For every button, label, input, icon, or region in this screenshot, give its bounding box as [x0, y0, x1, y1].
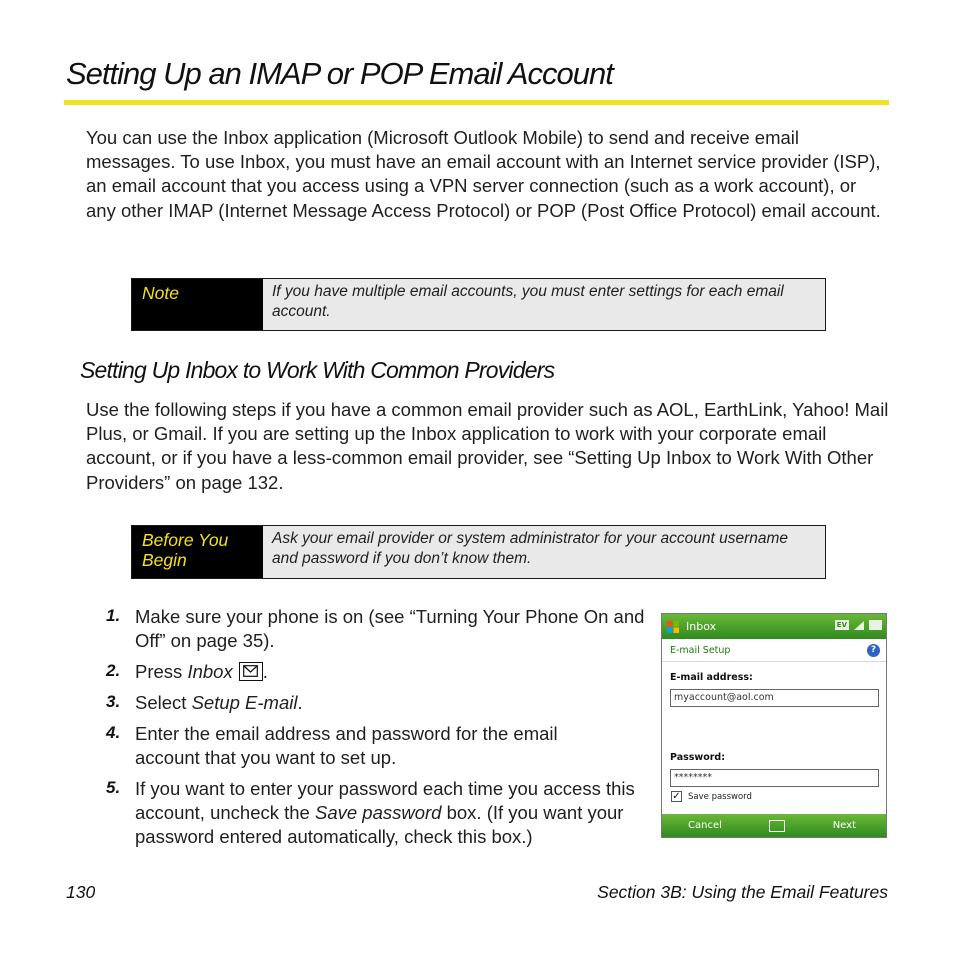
email-address-label: E-mail address:: [670, 672, 753, 683]
step-text-post: .: [297, 692, 303, 713]
section-footer: Section 3B: Using the Email Features: [597, 882, 888, 902]
step-text: [135, 691, 303, 715]
cancel-softkey[interactable]: Cancel: [688, 820, 722, 831]
step-text-post: box. (If you want your password entered automatically, check this box.): [135, 802, 624, 848]
step-text-post: .: [262, 661, 268, 682]
step-emphasis: Save password: [314, 802, 442, 824]
email-address-field[interactable]: myaccount@aol.com: [670, 689, 879, 707]
note-text: If you have multiple email accounts, you must enter settings for each email account.: [272, 283, 784, 320]
step-number: 3.: [106, 692, 121, 711]
keyboard-icon[interactable]: [769, 820, 785, 832]
step-text: [135, 660, 268, 684]
note-callout: [131, 278, 826, 331]
windows-start-icon[interactable]: [666, 620, 680, 634]
page-title: Setting Up an IMAP or POP Email Account: [66, 56, 613, 91]
title-rule: [64, 100, 889, 105]
password-label: Password:: [670, 752, 726, 763]
phone-title-bar: [662, 614, 886, 639]
ev-indicator-icon: EV: [836, 621, 847, 629]
step-emphasis: Setup E-mail: [191, 692, 298, 713]
section-subheading: Setting Up Inbox to Work With Common Providers: [80, 357, 555, 383]
phone-screen-title: E-mail Setup: [670, 644, 731, 656]
help-icon[interactable]: ?: [867, 644, 880, 657]
step-emphasis: Inbox: [187, 661, 233, 682]
phone-screenshot: [661, 613, 887, 838]
step-number: 1.: [106, 606, 121, 625]
step-text: Enter the email address and password for the email account that you want to set up.: [135, 723, 558, 769]
phone-screen-header: [662, 639, 886, 662]
save-password-label: Save password: [688, 792, 752, 802]
signal-icon: [853, 620, 865, 631]
before-you-begin-callout: [131, 525, 826, 579]
step-text: Make sure your phone is on (see “Turning Your Phone On and Off” on page 35).: [135, 606, 645, 652]
save-password-checkbox[interactable]: ✓: [672, 791, 681, 802]
step-text: [135, 777, 645, 850]
phone-status-icons: [835, 620, 882, 631]
next-softkey[interactable]: Next: [832, 820, 856, 831]
step-text-pre: If you want to enter your password each time you access this account, uncheck the: [135, 778, 635, 824]
inbox-key-icon: [239, 662, 263, 681]
providers-paragraph: Use the following steps if you have a common email provider such as AOL, EarthLink, Yahoo! Mail Plus, or Gmail. If you are setting up the Inbox application to work with your corporate email account, or if you have a less-common email provider, see “Setting Up Inbox to Work With Other Providers” on page 132.: [86, 399, 889, 493]
step-number: 5.: [106, 778, 121, 797]
intro-paragraph: You can use the Inbox application (Microsoft Outlook Mobile) to send and receive email messages. To use Inbox, you must have an email account with an Internet service provider (ISP), an email account that you access using a VPN server connection (such as a work account), or any other IMAP (Internet Message Access Protocol) or POP (Post Office Protocol) email account.: [86, 127, 881, 221]
before-you-begin-text: Ask your email provider or system administrator for your account username and password if you don’t know them.: [272, 530, 789, 567]
note-label: Note: [132, 279, 263, 330]
phone-softkey-bar: [662, 814, 886, 837]
phone-app-title: Inbox: [686, 620, 717, 633]
step-number: 2.: [106, 661, 121, 680]
step-number: 4.: [106, 723, 121, 742]
before-you-begin-label: Before You Begin: [132, 526, 263, 578]
step-text-pre: Select: [135, 692, 192, 713]
step-text-pre: Press: [135, 661, 188, 682]
password-field[interactable]: ********: [670, 769, 879, 787]
page-number: 130: [66, 882, 96, 902]
battery-icon: [869, 620, 882, 630]
